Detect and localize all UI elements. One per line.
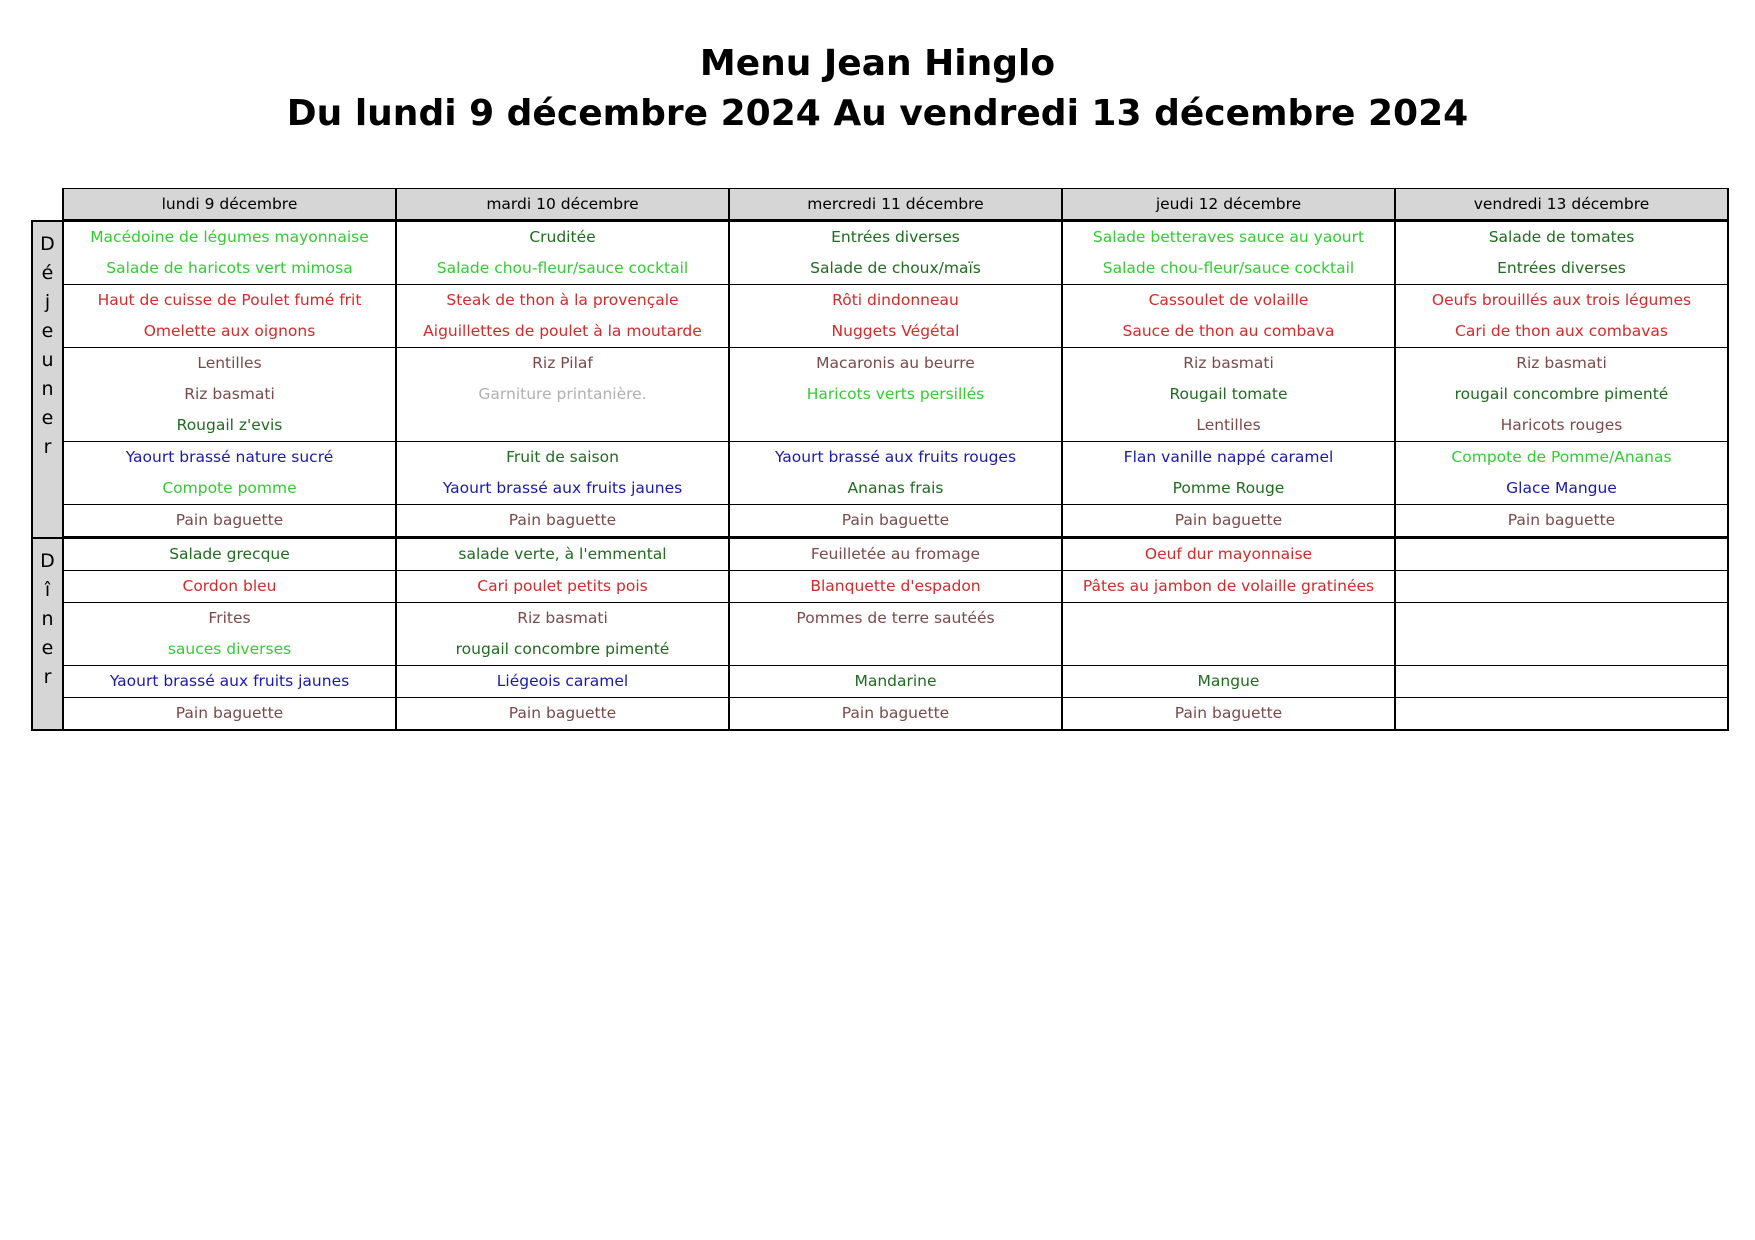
dish: Haricots verts persillés [806,385,985,403]
dish: Salade de tomates [1488,228,1635,246]
menu-cell [1062,666,1395,698]
meal-label-letter: é [41,261,54,284]
dish: Garniture printanière. [478,385,647,403]
meal-label-letter: D [40,232,55,255]
dish: Cassoulet de volaille [1148,291,1309,309]
day-header-row [32,189,1728,221]
menu-row [32,442,1728,505]
menu-cell [1395,571,1728,603]
dish: rougail concombre pimenté [1454,385,1669,403]
dish: Riz basmati [517,609,608,627]
meal-label-letter: r [43,435,52,458]
menu-cell [1395,698,1728,731]
dish: Steak de thon à la provençale [446,291,679,309]
dish: Riz basmati [1183,354,1274,372]
menu-row [32,666,1728,698]
menu-row [32,698,1728,731]
dish: Riz basmati [184,385,275,403]
meal-label-letter: u [41,348,54,371]
menu-cell [63,348,396,442]
dish: Fruit de saison [506,448,619,466]
meal-label-letter: n [41,607,54,630]
dish: Pain baguette [508,704,617,722]
dish: Cari poulet petits pois [477,577,648,595]
dish: Mangue [1197,672,1260,690]
day-header: jeudi 12 décembre [1062,189,1395,221]
menu-row [32,505,1728,538]
meal-label [32,221,63,538]
dish: Compote pomme [162,479,297,497]
dish: Lentilles [1196,416,1261,434]
dish: Pommes de terre sautéés [796,609,995,627]
menu-cell [1062,603,1395,666]
meal-label-letter: e [41,636,54,659]
dish: Nuggets Végétal [831,322,960,340]
menu-cell [1395,285,1728,348]
dish: Flan vanille nappé caramel [1123,448,1334,466]
dish: Yaourt brassé aux fruits jaunes [442,479,683,497]
menu-cell [729,348,1062,442]
dish: rougail concombre pimenté [455,640,670,658]
meal-label-letter: r [43,665,52,688]
corner-cell [32,189,63,221]
dish: Riz basmati [1516,354,1607,372]
meal-label [32,538,63,731]
menu-row [32,221,1728,285]
dish: Compote de Pomme/Ananas [1451,448,1672,466]
dish: Salade chou-fleur/sauce cocktail [1102,259,1355,277]
dish: Entrées diverses [1497,259,1626,277]
dish: Pain baguette [841,511,950,529]
menu-cell [1395,538,1728,571]
menu-cell [63,221,396,285]
menu-cell [63,285,396,348]
meal-label-letter: e [41,319,54,342]
menu-cell [729,571,1062,603]
dish: Cruditée [529,228,596,246]
dish: Yaourt brassé aux fruits rouges [774,448,1017,466]
dish: Pâtes au jambon de volaille gratinées [1082,577,1375,595]
menu-cell [729,666,1062,698]
menu-cell [63,505,396,538]
meal-label-letter: D [40,549,55,572]
menu-cell [1062,571,1395,603]
menu-cell [1062,538,1395,571]
menu-cell [1062,285,1395,348]
menu-cell [63,666,396,698]
dish: Oeufs brouillés aux trois légumes [1431,291,1692,309]
menu-cell [1395,221,1728,285]
menu-cell [1395,442,1728,505]
menu-cell [1395,666,1728,698]
menu-cell [63,571,396,603]
dish: Sauce de thon au combava [1122,322,1335,340]
menu-cell [1062,442,1395,505]
dish: Pain baguette [841,704,950,722]
menu-row [32,348,1728,442]
dish: Pain baguette [1507,511,1616,529]
menu-cell [1062,698,1395,731]
dish: Aiguillettes de poulet à la moutarde [423,322,702,340]
dish: Pain baguette [175,511,284,529]
day-header: vendredi 13 décembre [1395,189,1728,221]
menu-cell [396,666,729,698]
dish: Pomme Rouge [1172,479,1285,497]
menu-cell [396,221,729,285]
menu-table [31,188,1729,731]
dish: Glace Mangue [1506,479,1617,497]
dish: Oeuf dur mayonnaise [1144,545,1313,563]
menu-cell [729,698,1062,731]
menu-cell [63,698,396,731]
dish: Salade de haricots vert mimosa [106,259,353,277]
menu-cell [396,285,729,348]
page-title: Menu Jean Hinglo [699,43,1056,84]
menu-row [32,538,1728,571]
menu-cell [729,442,1062,505]
menu-cell [729,285,1062,348]
dish: Liégeois caramel [496,672,629,690]
dish: Frites [208,609,251,627]
menu-cell [1062,348,1395,442]
dish: Feuilletée au fromage [810,545,981,563]
meal-label-letter: n [41,377,54,400]
menu-cell [1062,221,1395,285]
menu-cell [1395,505,1728,538]
menu-cell [396,505,729,538]
menu-cell [1062,505,1395,538]
menu-row [32,603,1728,666]
menu-cell [396,603,729,666]
dish: Salade chou-fleur/sauce cocktail [436,259,689,277]
menu-cell [729,221,1062,285]
dish: Rôti dindonneau [832,291,959,309]
meal-label-letter: î [44,578,51,601]
menu-row [32,285,1728,348]
dish: Salade grecque [169,545,290,563]
dish: Cari de thon aux combavas [1455,322,1668,340]
menu-cell [396,538,729,571]
menu-cell [1395,348,1728,442]
dish: Pain baguette [1174,511,1283,529]
menu-cell [396,698,729,731]
menu-cell [396,442,729,505]
menu-cell [1395,603,1728,666]
menu-cell [63,538,396,571]
meal-label-letter: e [41,406,54,429]
dish: Blanquette d'espadon [810,577,981,595]
dish: Pain baguette [508,511,617,529]
dish: Rougail tomate [1169,385,1288,403]
meal-label-letter: j [44,290,51,313]
menu-cell [729,505,1062,538]
dish: Salade de choux/maïs [810,259,981,277]
menu-cell [63,603,396,666]
dish: Yaourt brassé aux fruits jaunes [109,672,350,690]
menu-cell [729,603,1062,666]
dish: Yaourt brassé nature sucré [125,448,334,466]
menu-cell [729,538,1062,571]
dish: Riz Pilaf [532,354,593,372]
page-subtitle: Du lundi 9 décembre 2024 Au vendredi 13 décembre 2024 [286,93,1469,134]
dish: Lentilles [197,354,262,372]
dish: Haricots rouges [1500,416,1623,434]
dish: Macédoine de légumes mayonnaise [90,228,369,246]
dish: Pain baguette [1174,704,1283,722]
dish: sauces diverses [167,640,292,658]
day-header: mardi 10 décembre [396,189,729,221]
dish: Pain baguette [175,704,284,722]
menu-row [32,571,1728,603]
dish: Ananas frais [847,479,944,497]
day-header: lundi 9 décembre [63,189,396,221]
day-header: mercredi 11 décembre [729,189,1062,221]
menu-cell [396,348,729,442]
menu-cell [63,442,396,505]
dish: Rougail z'evis [176,416,283,434]
dish: Entrées diverses [831,228,960,246]
menu-cell [396,571,729,603]
dish: Omelette aux oignons [143,322,316,340]
dish: salade verte, à l'emmental [458,545,667,563]
dish: Haut de cuisse de Poulet fumé frit [97,291,362,309]
dish: Mandarine [854,672,937,690]
dish: Salade betteraves sauce au yaourt [1092,228,1365,246]
dish: Macaronis au beurre [816,354,975,372]
dish: Cordon bleu [182,577,277,595]
